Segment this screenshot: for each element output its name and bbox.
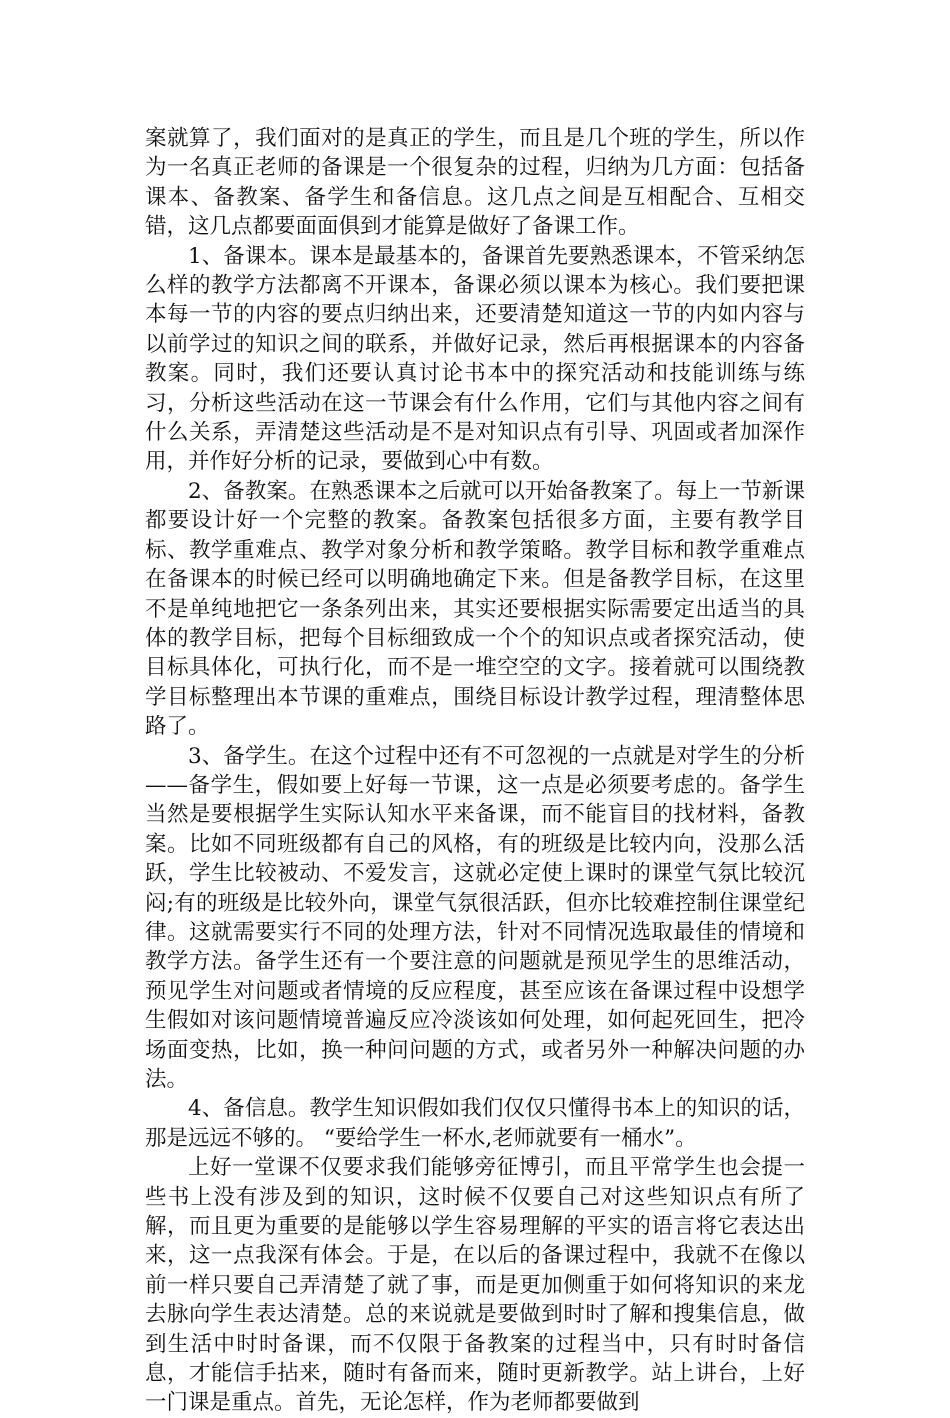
paragraph-information-prep: 4、备信息。教学生知识假如我们仅仅只懂得书本上的知识的话，那是远远不够的。 “要给学生一杯水,老师就要有一桶水”。: [145, 1096, 805, 1151]
paragraph-intro: 案就算了，我们面对的是真正的学生，而且是几个班的学生，所以作为一名真正老师的备课是一个很复杂的过程，归纳为几方面：包括备课本、备教案、备学生和备信息。这几点之间是互相配合、互相交错，这几点都要面面俱到才能算是做好了备课工作。: [145, 126, 805, 240]
paragraph-student-prep: 3、备学生。在这个过程中还有不可忽视的一点就是对学生的分析——备学生，假如要上好每一节课，这一点是必须要考虑的。备学生当然是要根据学生实际认知水平来备课，而不能盲目的找材料，备教案。比如不同班级都有自己的风格，有的班级是比较内向，没那么活跃，学生比较被动、不爱发言，这就必定使上课时的课堂气氛比较沉闷;有的班级是比较外向，课堂气氛很活跃，但亦比较难控制住课堂纪律。这就需要实行不同的处理方法，针对不同情况选取最佳的情境和教学方法。备学生还有一个要注意的问题就是预见学生的思维活动，预见学生对问题或者情境的反应程度，甚至应该在备课过程中设想学生假如对该问题情境普遍反应冷淡该如何处理，如何起死回生，把冷场面变热，比如，换一种问问题的方式，或者另外一种解决问题的办法。: [145, 743, 805, 1092]
document-body: [145, 124, 805, 1418]
paragraph-lesson-plan-prep: 2、备教案。在熟悉课本之后就可以开始备教案了。每上一节新课都要设计好一个完整的教案。备教案包括很多方面，主要有教学目标、教学重难点、教学对象分析和教学策略。教学目标和教学重难点在备课本的时候已经可以明确地确定下来。但是备教学目标，在这里不是单纯地把它一条条列出来，其实还要根据实际需要定出适当的具体的教学目标，把每个目标细致成一个个的知识点或者探究活动，使目标具体化，可执行化，而不是一堆空空的文字。接着就可以围绕教学目标整理出本节课的重难点，围绕目标设计教学过程，理清整体思路了。: [145, 478, 805, 740]
paragraph-textbook-prep: 1、备课本。课本是最基本的，备课首先要熟悉课本，不管采纳怎么样的教学方法都离不开课本，备课必须以课本为核心。我们要把课本每一节的内容的要点归纳出来，还要清楚知道这一节的内如内容与以前学过的知识之间的联系，并做好记录，然后再根据课本的内容备教案。同时，我们还要认真讨论书本中的探究活动和技能训练与练习，分析这些活动在这一节课会有什么作用，它们与其他内容之间有什么关系，弄清楚这些活动是不是对知识点有引导、巩固或者加深作用，并作好分析的记录，要做到心中有数。: [145, 243, 805, 475]
paragraph-teaching-practice: 上好一堂课不仅要求我们能够旁征博引，而且平常学生也会提一些书上没有涉及到的知识，这时候不仅要自己对这些知识点有所了解，而且更为重要的是能够以学生容易理解的平实的语言将它表达出来，这一点我深有体会。于是，在以后的备课过程中，我就不在像以前一样只要自己弄清楚了就了事，而是更加侧重于如何将知识的来龙去脉向学生表达清楚。总的来说就是要做到时时了解和搜集信息，做到生活中时时备课，而不仅限于备教案的过程当中，只有时时备信息，才能信手拈来，随时有备而来，随时更新教学。站上讲台，上好一门课是重点。首先，无论怎样，作为老师都要做到: [145, 1155, 805, 1416]
